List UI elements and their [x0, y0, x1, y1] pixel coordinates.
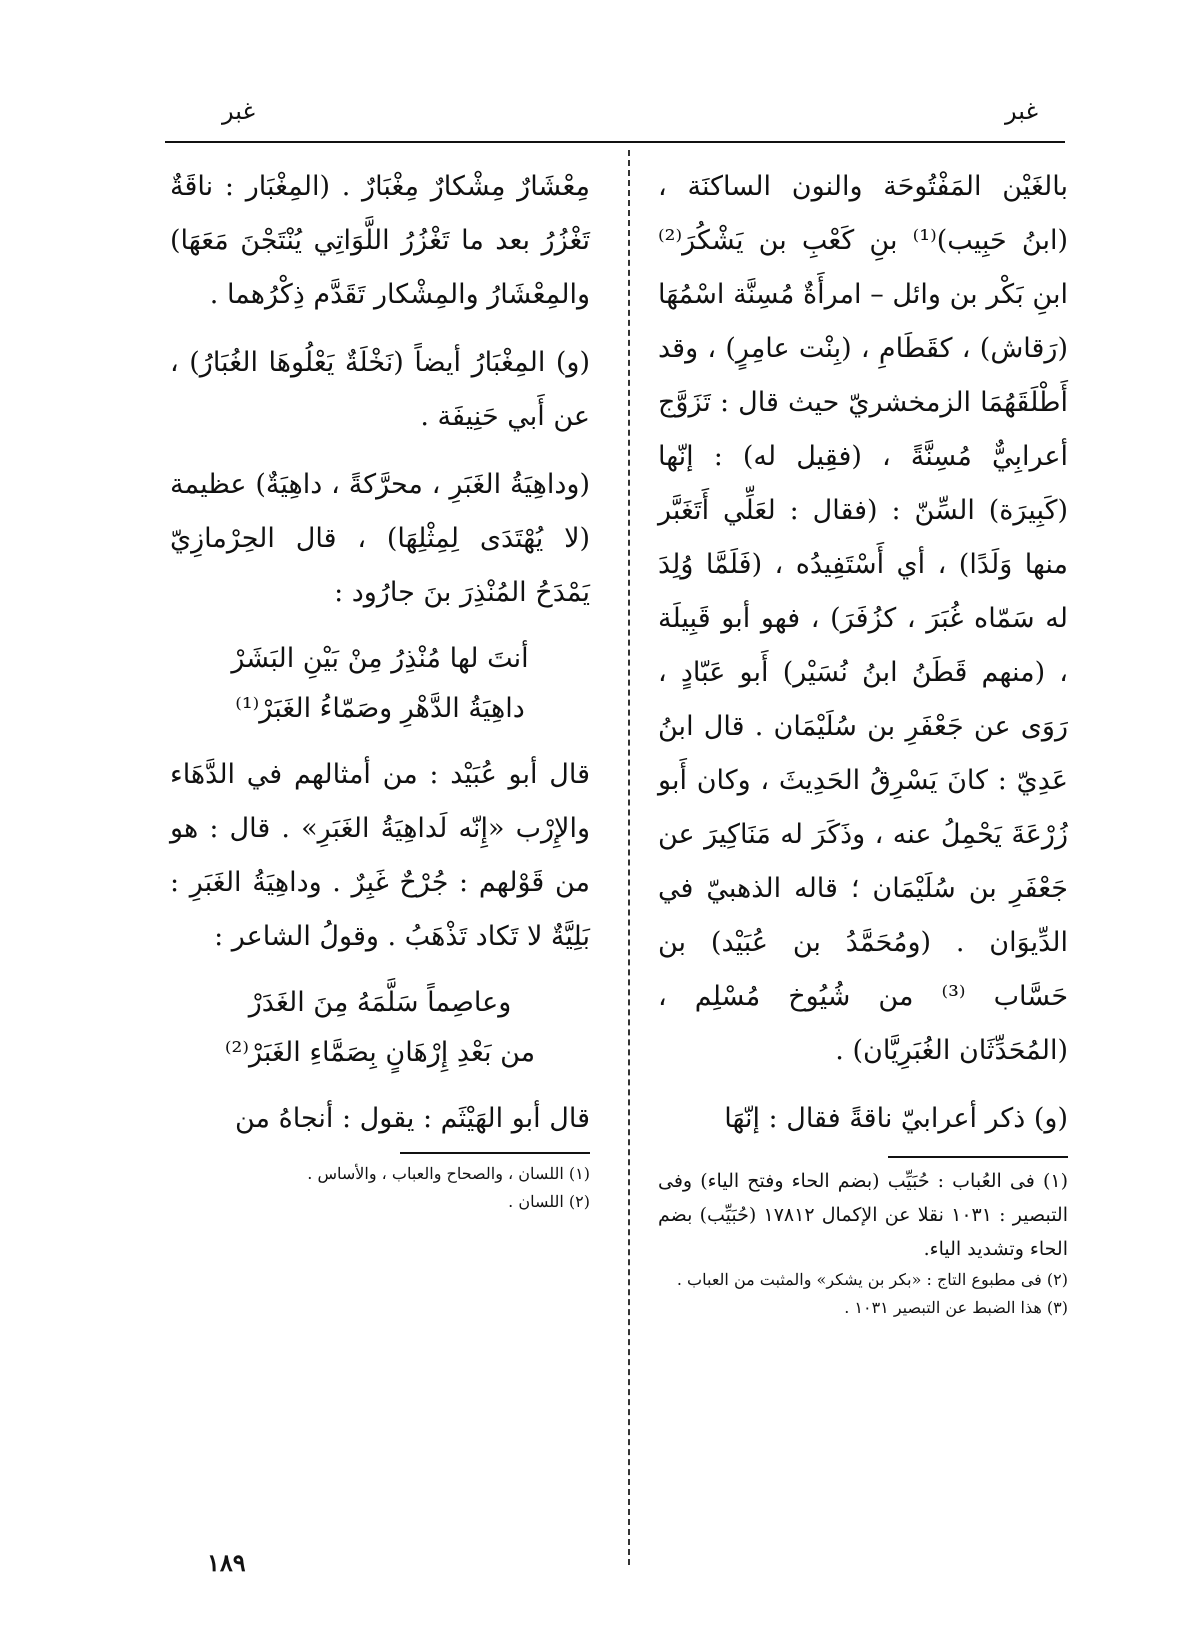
right-footnote-3: (٣) هذا الضبط عن التبصير ١٠٣١ . — [844, 1298, 1068, 1317]
left-paragraph-3: (وداهِيَةُ الغَبَرِ ، محرَّكةً ، داهِيَةٌ) عظيمة (لا يُهْتَدَى لِمِثْلِهَا) ، قال الحِرْمازِيّ يَمْدَحُ المُنْذِرَ بنَ جارُود : — [170, 469, 590, 608]
right-paragraph-2: (و) ذكر أعرابيّ ناقةً فقال : إنّهَا — [724, 1103, 1068, 1134]
right-footnote-2: (٢) فى مطبوع التاج : «بكر بن يشكر» والمثبت من العباب . — [676, 1270, 1068, 1289]
verse-2 — [170, 978, 590, 1078]
verse-1 — [170, 634, 590, 734]
left-footnote-1: (١) اللسان ، والصحاح والعباب ، والأساس . — [307, 1164, 590, 1183]
left-paragraph-2: (و) المِغْبَارُ أيضاً (نَخْلَةٌ يَعْلُوهَا الغُبَارُ) ، عن أَبي حَنِيفَة . — [170, 347, 590, 432]
header-word-right: غبر — [1005, 97, 1039, 125]
header-rule — [165, 141, 1065, 143]
left-paragraph-5: قال أبو الهَيْثَم : يقول : أنجاهُ من — [235, 1103, 590, 1134]
left-footnote-rule — [400, 1152, 590, 1154]
verse-2-line-2: من بَعْدِ إِرْهَانٍ بِصَمَّاءِ الغَبَرْ⁽²⁾ — [224, 1037, 536, 1068]
verse-1-line-1: أنتَ لها مُنْذِرُ مِنْ بَيْنِ البَشَرْ — [231, 643, 529, 674]
left-paragraph-4: قال أبو عُبَيْد : من أمثالهم في الدَّهَاء والإِرْب «إِنّه لَداهِيَةُ الغَبَرِ» . قال : هو من قَوْلهم : جُرْحٌ غَبِرٌ . وداهِيَةُ الغَبَرِ : بَلِيَّةٌ لا تَكاد تَذْهَبُ . وقولُ الشاعر : — [170, 759, 590, 952]
column-divider — [628, 150, 630, 1565]
right-footnote-rule — [888, 1156, 1068, 1158]
page-number: ١٨٩ — [207, 1548, 246, 1577]
right-column — [658, 160, 1068, 1322]
right-footnote-1: (١) فى العُباب : حُبَيِّب (بضم الحاء وفتح الياء) وفى التبصير : ١٠٣١ نقلا عن الإكمال ١٧٨١٢ (حُبَيِّب) بضم الحاء وتشديد الياء. — [658, 1170, 1069, 1260]
left-paragraph-1: مِعْشَارٌ مِشْكارٌ مِغْبَارٌ . (المِغْبَار : ناقَةٌ تَغْزُرُ بعد ما تَغْزُرُ اللَّوَاتِي يُنْتَجْنَ مَعَهَا) والمِعْشَارُ والمِشْكار تَقَدَّم ذِكْرُهما . — [170, 171, 590, 310]
right-paragraph-1: بالغَيْن المَفْتُوحَة والنون الساكنَة ، (ابنُ حَبِيب)⁽¹⁾ بنِ كَعْبِ بن يَشْكُرَ⁽²⁾ ابنِ بَكْر بن وائل – امرأَةٌ مُسِنَّة اسْمُهَا (رَقاش) ، كقَطَامِ ، (بِنْت عامِرٍ) ، وقد أَطْلَقَهُمَا الزمخشريّ حيث قال : تَزَوَّج أعرابِيٌّ مُسِنَّةً ، (فقِيل له) : إنّها (كَبِيرَة) السِّنّ : (فقال : لعَلِّي أَتَغَبَّر منها وَلَدًا) ، أي أَسْتَفِيدُه ، (فَلَمَّا وُلِدَ له سَمّاه غُبَرَ ، كزُفَرَ) ، فهو أبو قَبِيلَة ، (منهم قَطَنُ ابنُ نُسَيْر) أَبو عَبّادٍ ، رَوَى عن جَعْفَرِ بن سُلَيْمَان . قال ابنُ عَدِيّ : كانَ يَسْرِقُ الحَدِيثَ ، وكان أَبو زُرْعَةَ يَحْمِلُ عنه ، وذَكَرَ له مَنَاكِيرَ عن جَعْفَرِ بن سُلَيْمَان ؛ قاله الذهبيّ في الدِّيوَان . (ومُحَمَّدُ بن عُبَيْد) بن حَسَّاب ⁽³⁾ من شُيُوخ مُسْلِم ، (المُحَدِّثَان الغُبَرِيَّان) . — [658, 171, 1069, 1066]
verse-1-line-2: داهِيَةُ الدَّهْرِ وصَمّاءُ الغَبَرْ⁽¹⁾ — [235, 693, 525, 724]
left-column — [170, 160, 590, 1216]
left-footnote-2: (٢) اللسان . — [508, 1192, 590, 1211]
verse-2-line-1: وعاصِماً سَلَّمَهُ مِنَ الغَدَرْ — [248, 987, 512, 1018]
header-word-left: غبر — [222, 97, 256, 125]
